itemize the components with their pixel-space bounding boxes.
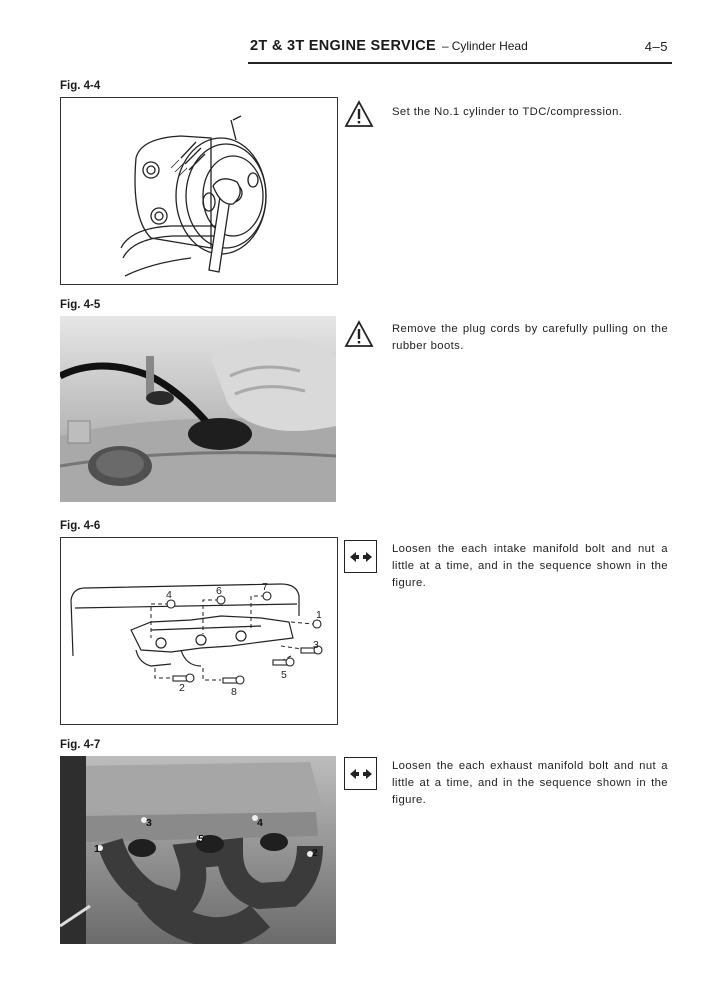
callout-number: 4 [166, 589, 172, 601]
section-title: Cylinder Head [451, 39, 528, 53]
figure-label: Fig. 4-7 [60, 739, 101, 751]
intake-manifold-drawing [61, 538, 337, 724]
figure-label: Fig. 4-6 [60, 520, 101, 532]
instruction-fig-4-5 [344, 320, 670, 355]
instruction-fig-4-6 [344, 540, 670, 592]
header-rule [248, 62, 672, 64]
callout-number: 5 [198, 833, 204, 845]
instruction-fig-4-4 [344, 100, 670, 128]
figure-label: Fig. 4-5 [60, 299, 101, 311]
callout-number: 2 [312, 847, 318, 859]
figure-label: Fig. 4-4 [60, 80, 101, 92]
exhaust-manifold-photo-rendering [60, 756, 336, 944]
figure-4-7-exhaust-manifold-photo [60, 756, 336, 944]
callout-number: 7 [262, 581, 268, 593]
loosen-arrows-icon [344, 757, 377, 790]
callout-number: 4 [257, 817, 263, 829]
callout-number: 3 [313, 639, 319, 651]
crank-pulley-drawing [61, 98, 337, 284]
title-separator: – [442, 39, 449, 53]
loosen-arrows-icon [344, 540, 377, 573]
callout-number: 5 [281, 669, 287, 681]
instruction-text: Remove the plug cords by carefully pulling on the rubber boots. [392, 323, 668, 352]
caution-triangle-icon [344, 320, 374, 348]
manual-title: 2T & 3T ENGINE SERVICE [250, 38, 437, 54]
callout-number: 1 [94, 843, 100, 855]
callout-number: 1 [316, 609, 322, 621]
callout-number: 2 [179, 682, 185, 694]
callout-number: 8 [231, 686, 237, 698]
instruction-text: Loosen the each intake manifold bolt and nut a little at a time, and in the sequence shown in the figure. [392, 543, 668, 589]
callout-number: 6 [216, 585, 222, 597]
page-header [250, 38, 670, 60]
instruction-fig-4-7 [344, 757, 670, 809]
figure-4-5-plug-cord-photo [60, 316, 336, 502]
page-number: 4–5 [644, 39, 668, 54]
callout-number: 3 [146, 817, 152, 829]
instruction-text: Set the No.1 cylinder to TDC/compression. [392, 106, 623, 118]
caution-triangle-icon [344, 100, 374, 128]
plug-cord-photo-rendering [60, 316, 336, 502]
figure-4-6-intake-manifold-diagram [60, 537, 338, 725]
instruction-text: Loosen the each exhaust manifold bolt and nut a little at a time, and in the sequence shown in the figure. [392, 760, 668, 806]
figure-4-4-crank-pulley-illustration [60, 97, 338, 285]
